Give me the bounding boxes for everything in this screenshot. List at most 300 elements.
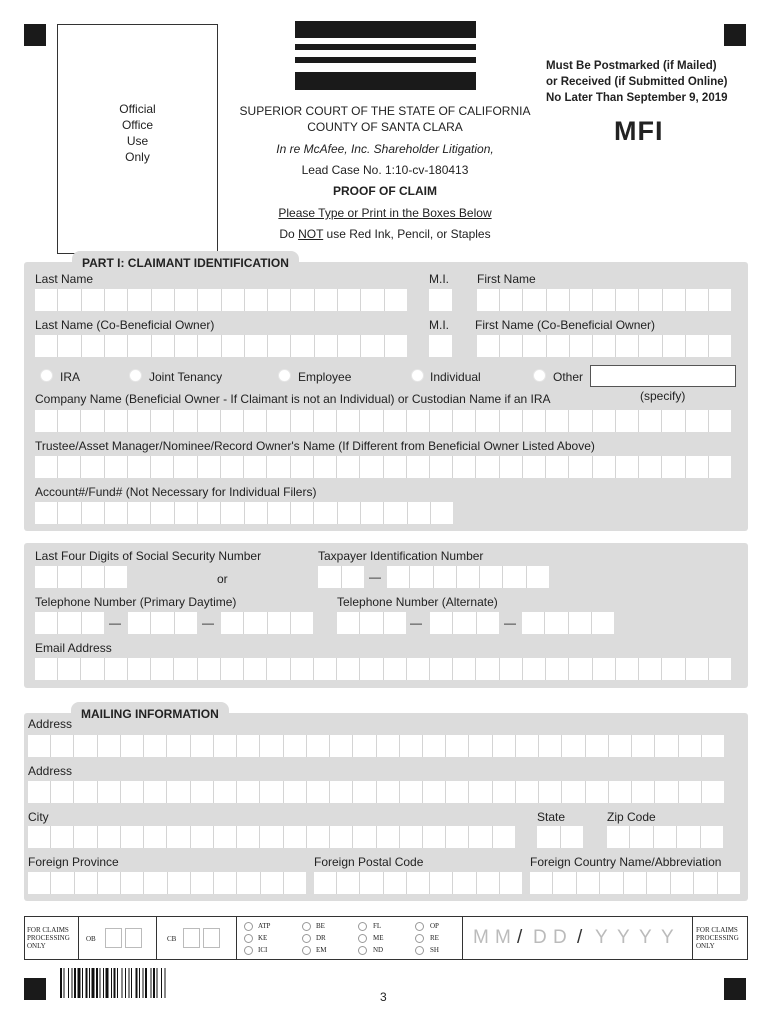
tin-field-part1[interactable] xyxy=(318,566,364,588)
char-cell xyxy=(569,612,592,634)
char-cell xyxy=(384,456,407,478)
state-label: State xyxy=(537,810,566,824)
char-cell xyxy=(191,872,214,894)
barcode-bar xyxy=(139,968,140,998)
registration-mark-bottom-left xyxy=(24,978,46,1000)
char-cell xyxy=(51,735,74,757)
ob-label: OB xyxy=(86,935,96,943)
char-cell xyxy=(51,826,74,848)
char-cell xyxy=(28,735,51,757)
char-cell xyxy=(260,826,283,848)
ssn-or-text: or xyxy=(217,572,228,586)
char-cell xyxy=(654,826,677,848)
date-yyyy-4[interactable]: Y xyxy=(661,927,675,948)
char-cell xyxy=(174,410,197,432)
radio-individual[interactable] xyxy=(411,369,424,382)
city-field[interactable] xyxy=(28,826,515,848)
char-cell xyxy=(98,826,121,848)
code-fl-radio[interactable] xyxy=(358,922,367,931)
char-cell xyxy=(446,781,469,803)
char-cell xyxy=(244,612,267,634)
char-cell xyxy=(267,658,290,680)
trustee-label: Trustee/Asset Manager/Nominee/Record Owner's Name (If Different from Beneficial Owner Listed Above) xyxy=(35,439,595,453)
char-cell xyxy=(314,658,337,680)
char-cell xyxy=(527,566,549,588)
foreign-country-field[interactable] xyxy=(530,872,740,894)
claims-processing-strip xyxy=(24,916,748,960)
char-cell xyxy=(198,335,221,357)
date-dd-2[interactable]: D xyxy=(553,927,568,948)
char-cell xyxy=(214,735,237,757)
char-cell xyxy=(562,735,585,757)
char-cell xyxy=(291,658,314,680)
char-cell xyxy=(429,335,452,357)
char-cell xyxy=(500,410,523,432)
char-cell xyxy=(74,781,97,803)
char-cell xyxy=(175,502,198,524)
foreign-country-label: Foreign Country Name/Abbreviation xyxy=(530,855,722,869)
char-cell xyxy=(58,502,81,524)
char-cell xyxy=(81,658,104,680)
char-cell xyxy=(353,826,376,848)
char-cell xyxy=(58,410,81,432)
char-cell xyxy=(221,456,244,478)
zip-field[interactable] xyxy=(607,826,723,848)
address-1-label: Address xyxy=(28,717,73,731)
char-cell xyxy=(516,781,539,803)
char-cell xyxy=(630,826,653,848)
char-cell xyxy=(523,658,546,680)
barcode-bar xyxy=(60,968,62,998)
char-cell xyxy=(384,872,407,894)
case-number: Lead Case No. 1:10-cv-180413 xyxy=(301,163,469,177)
char-cell xyxy=(175,335,198,357)
char-cell xyxy=(58,456,81,478)
char-cell xyxy=(291,335,314,357)
code-me-radio[interactable] xyxy=(358,934,367,943)
char-cell xyxy=(151,410,174,432)
char-cell xyxy=(337,872,360,894)
char-cell xyxy=(214,872,237,894)
barcode-bar xyxy=(64,968,65,998)
radio-other[interactable] xyxy=(533,369,546,382)
court-logo-bar-3 xyxy=(295,57,476,63)
char-cell xyxy=(592,612,614,634)
char-cell xyxy=(338,502,361,524)
char-cell xyxy=(284,826,307,848)
part1-title: PART I: CLAIMANT IDENTIFICATION xyxy=(72,251,299,270)
char-cell xyxy=(244,658,267,680)
account-fund-field[interactable] xyxy=(35,502,453,524)
barcode-bar xyxy=(157,968,158,998)
ob-box-2[interactable] xyxy=(125,928,142,948)
char-cell xyxy=(175,289,198,311)
phone-alt-prefix[interactable] xyxy=(430,612,499,634)
instruction-type-or-print: Please Type or Print in the Boxes Below xyxy=(278,206,492,220)
char-cell xyxy=(198,456,221,478)
code-nd: ND xyxy=(373,946,384,954)
date-slash-2: / xyxy=(577,927,584,948)
char-cell xyxy=(430,658,453,680)
tin-field-part2[interactable] xyxy=(387,566,549,588)
last-name-co-label: Last Name (Co-Beneficial Owner) xyxy=(35,318,215,332)
date-mm-2[interactable]: M xyxy=(495,927,512,948)
char-cell xyxy=(174,658,197,680)
barcode-bar xyxy=(131,968,132,998)
char-cell xyxy=(686,410,709,432)
last-name-field[interactable] xyxy=(35,289,407,311)
char-cell xyxy=(671,872,694,894)
date-dd-1[interactable]: D xyxy=(533,927,548,948)
char-cell xyxy=(75,872,98,894)
char-cell xyxy=(237,872,260,894)
char-cell xyxy=(198,289,221,311)
char-cell xyxy=(523,456,546,478)
char-cell xyxy=(562,781,585,803)
char-cell xyxy=(121,872,144,894)
char-cell xyxy=(221,502,244,524)
county-name: COUNTY OF SANTA CLARA xyxy=(307,120,463,134)
barcode-bar xyxy=(96,968,98,998)
tin-dash: — xyxy=(369,570,381,584)
court-name: SUPERIOR COURT OF THE STATE OF CALIFORNIA xyxy=(239,104,531,118)
char-cell xyxy=(307,781,330,803)
char-cell xyxy=(522,612,545,634)
char-cell xyxy=(51,781,74,803)
char-cell xyxy=(284,735,307,757)
char-cell xyxy=(523,289,546,311)
char-cell xyxy=(570,289,593,311)
phone-primary-prefix[interactable] xyxy=(128,612,197,634)
last-name-co-field[interactable] xyxy=(35,335,407,357)
mi-field[interactable] xyxy=(429,289,452,311)
barcode-bar xyxy=(143,968,144,998)
barcode-bar xyxy=(129,968,130,998)
code-ke-radio[interactable] xyxy=(244,934,253,943)
char-cell xyxy=(284,872,306,894)
char-cell xyxy=(384,502,407,524)
email-field[interactable] xyxy=(35,658,731,680)
char-cell xyxy=(384,612,406,634)
char-cell xyxy=(407,658,430,680)
radio-employee[interactable] xyxy=(278,369,291,382)
first-name-label: First Name xyxy=(477,272,536,286)
mi-co-label: M.I. xyxy=(429,318,449,332)
instruction-ink-suffix: use Red Ink, Pencil, or Staples xyxy=(323,227,491,241)
char-cell xyxy=(577,872,600,894)
char-cell xyxy=(128,456,151,478)
char-cell xyxy=(546,658,569,680)
char-cell xyxy=(539,781,562,803)
char-cell xyxy=(198,410,221,432)
char-cell xyxy=(569,410,592,432)
address-1-field[interactable] xyxy=(28,735,724,757)
char-cell xyxy=(407,872,430,894)
other-specify-hint: (specify) xyxy=(640,389,686,403)
char-cell xyxy=(35,612,58,634)
official-office-use-text: Official Office Use Only xyxy=(119,102,156,164)
char-cell xyxy=(128,658,151,680)
char-cell xyxy=(168,872,191,894)
barcode-bar xyxy=(72,968,73,998)
char-cell xyxy=(662,658,685,680)
page-number: 3 xyxy=(380,990,387,1004)
phone-alt-dash-1: — xyxy=(410,616,422,630)
char-cell xyxy=(244,456,267,478)
char-cell xyxy=(537,826,561,848)
barcode-bar xyxy=(89,968,90,998)
char-cell xyxy=(268,612,291,634)
char-cell xyxy=(28,826,51,848)
char-cell xyxy=(314,410,337,432)
char-cell xyxy=(105,456,128,478)
char-cell xyxy=(267,410,290,432)
char-cell xyxy=(431,502,453,524)
char-cell xyxy=(58,566,81,588)
char-cell xyxy=(353,735,376,757)
char-cell xyxy=(385,289,407,311)
char-cell xyxy=(35,289,58,311)
char-cell xyxy=(35,456,58,478)
deadline-notice: Must Be Postmarked (if Mailed) or Received (if Submitted Online) No Later Than September 9, 2019 xyxy=(546,60,728,104)
date-yyyy-1[interactable]: Y xyxy=(595,927,609,948)
char-cell xyxy=(609,781,632,803)
char-cell xyxy=(423,826,446,848)
code-sh: SH xyxy=(430,946,439,954)
char-cell xyxy=(244,410,267,432)
cb-label: CB xyxy=(167,935,177,943)
char-cell xyxy=(384,410,407,432)
char-cell xyxy=(82,335,105,357)
barcode-bar xyxy=(165,968,166,998)
char-cell xyxy=(457,566,480,588)
address-2-label: Address xyxy=(28,764,73,778)
mi-label: M.I. xyxy=(429,272,449,286)
first-name-field[interactable] xyxy=(477,289,731,311)
char-cell xyxy=(338,335,361,357)
radio-joint-tenancy[interactable] xyxy=(129,369,142,382)
address-2-field[interactable] xyxy=(28,781,724,803)
foreign-postal-field[interactable] xyxy=(314,872,522,894)
char-cell xyxy=(400,735,423,757)
char-cell xyxy=(476,456,499,478)
date-yyyy-2[interactable]: Y xyxy=(617,927,631,948)
char-cell xyxy=(152,289,175,311)
barcode-bar xyxy=(117,968,118,998)
phone-primary-line[interactable] xyxy=(221,612,313,634)
barcode-bar xyxy=(122,968,123,998)
char-cell xyxy=(384,658,407,680)
char-cell xyxy=(663,289,686,311)
char-cell xyxy=(261,872,284,894)
barcode-bar xyxy=(78,968,81,998)
date-yyyy-3[interactable]: Y xyxy=(639,927,653,948)
char-cell xyxy=(314,456,337,478)
char-cell xyxy=(191,735,214,757)
char-cell xyxy=(569,658,592,680)
radio-ira[interactable] xyxy=(40,369,53,382)
phone-primary-area[interactable] xyxy=(35,612,104,634)
date-mm-1[interactable]: M xyxy=(473,927,490,948)
code-be-radio[interactable] xyxy=(302,922,311,931)
char-cell xyxy=(221,410,244,432)
state-field[interactable] xyxy=(537,826,583,848)
char-cell xyxy=(105,335,128,357)
account-fund-label: Account#/Fund# (Not Necessary for Individual Filers) xyxy=(35,485,317,499)
code-sh-radio[interactable] xyxy=(415,946,424,955)
ssn-last-four-field[interactable] xyxy=(35,566,127,588)
barcode-bar xyxy=(68,968,69,998)
char-cell xyxy=(647,872,670,894)
char-cell xyxy=(82,502,105,524)
char-cell xyxy=(476,658,499,680)
char-cell xyxy=(82,612,104,634)
foreign-province-field[interactable] xyxy=(28,872,306,894)
code-ici-radio[interactable] xyxy=(244,946,253,955)
char-cell xyxy=(385,335,407,357)
char-cell xyxy=(167,826,190,848)
char-cell xyxy=(198,502,221,524)
char-cell xyxy=(268,289,291,311)
radio-employee-label: Employee xyxy=(298,370,352,384)
radio-ira-label: IRA xyxy=(60,370,81,384)
char-cell xyxy=(500,872,522,894)
char-cell xyxy=(121,826,144,848)
barcode-bar xyxy=(106,968,109,998)
char-cell xyxy=(500,456,523,478)
instruction-ink-prefix: Do xyxy=(279,227,299,241)
ob-box-1[interactable] xyxy=(105,928,122,948)
company-name-field[interactable] xyxy=(35,410,731,432)
char-cell xyxy=(58,289,81,311)
radio-individual-label: Individual xyxy=(430,370,481,384)
char-cell xyxy=(593,456,616,478)
char-cell xyxy=(387,566,410,588)
char-cell xyxy=(51,872,74,894)
tin-label: Taxpayer Identification Number xyxy=(318,549,484,563)
char-cell xyxy=(121,735,144,757)
char-cell xyxy=(337,456,360,478)
char-cell xyxy=(361,289,384,311)
case-name: In re McAfee, Inc. Shareholder Litigation, xyxy=(276,142,494,156)
char-cell xyxy=(105,502,128,524)
court-logo-bar-4 xyxy=(295,72,476,90)
char-cell xyxy=(291,410,314,432)
char-cell xyxy=(175,612,197,634)
char-cell xyxy=(632,781,655,803)
char-cell xyxy=(128,502,151,524)
char-cell xyxy=(593,335,616,357)
char-cell xyxy=(35,658,58,680)
char-cell xyxy=(616,658,639,680)
char-cell xyxy=(330,735,353,757)
char-cell xyxy=(144,826,167,848)
barcode-bar xyxy=(136,968,138,998)
code-dr-radio[interactable] xyxy=(302,934,311,943)
char-cell xyxy=(632,735,655,757)
code-atp-radio[interactable] xyxy=(244,922,253,931)
char-cell xyxy=(198,658,221,680)
phone-alt-line[interactable] xyxy=(522,612,614,634)
code-op-radio[interactable] xyxy=(415,922,424,931)
company-name-label: Company Name (Beneficial Owner - If Claimant is not an Individual) or Custodian Name if an IRA xyxy=(35,392,551,406)
char-cell xyxy=(453,872,476,894)
char-cell xyxy=(408,502,431,524)
char-cell xyxy=(500,335,523,357)
phone-alt-label: Telephone Number (Alternate) xyxy=(337,595,498,609)
code-dr: DR xyxy=(316,934,326,942)
char-cell xyxy=(360,410,383,432)
char-cell xyxy=(639,456,662,478)
char-cell xyxy=(338,289,361,311)
char-cell xyxy=(593,289,616,311)
court-logo xyxy=(295,21,476,38)
char-cell xyxy=(686,335,709,357)
code-em-radio[interactable] xyxy=(302,946,311,955)
instruction-ink-not: NOT xyxy=(298,227,324,241)
char-cell xyxy=(407,456,430,478)
cb-box-2[interactable] xyxy=(203,928,220,948)
registration-mark-top-right xyxy=(724,24,746,46)
char-cell xyxy=(477,335,500,357)
trustee-field[interactable] xyxy=(35,456,731,478)
first-name-co-label: First Name (Co-Beneficial Owner) xyxy=(475,318,656,332)
char-cell xyxy=(553,872,576,894)
code-re: RE xyxy=(430,934,439,942)
char-cell xyxy=(151,456,174,478)
char-cell xyxy=(291,289,314,311)
code-re-radio[interactable] xyxy=(415,934,424,943)
char-cell xyxy=(469,781,492,803)
first-name-co-field[interactable] xyxy=(477,335,731,357)
char-cell xyxy=(98,735,121,757)
char-cell xyxy=(400,781,423,803)
phone-primary-dash-1: — xyxy=(109,616,121,630)
other-specify-field[interactable] xyxy=(590,365,736,387)
char-cell xyxy=(477,289,500,311)
barcode-bar xyxy=(145,968,147,998)
char-cell xyxy=(686,289,709,311)
code-nd-radio[interactable] xyxy=(358,946,367,955)
phone-alt-area[interactable] xyxy=(337,612,406,634)
char-cell xyxy=(677,826,700,848)
char-cell xyxy=(221,612,244,634)
char-cell xyxy=(709,410,731,432)
char-cell xyxy=(446,826,469,848)
char-cell xyxy=(360,658,383,680)
char-cell xyxy=(267,456,290,478)
barcode-bar xyxy=(114,968,116,998)
char-cell xyxy=(410,566,433,588)
phone-alt-dash-2: — xyxy=(504,616,516,630)
code-fl: FL xyxy=(373,922,382,930)
char-cell xyxy=(480,566,503,588)
char-cell xyxy=(539,735,562,757)
cb-box-1[interactable] xyxy=(183,928,200,948)
document-title: PROOF OF CLAIM xyxy=(333,184,437,198)
char-cell xyxy=(493,826,515,848)
char-cell xyxy=(662,456,685,478)
city-label: City xyxy=(28,810,49,824)
char-cell xyxy=(291,456,314,478)
char-cell xyxy=(214,826,237,848)
char-cell xyxy=(493,735,516,757)
mi-co-field[interactable] xyxy=(429,335,452,357)
barcode-bar xyxy=(161,968,162,998)
char-cell xyxy=(58,658,81,680)
char-cell xyxy=(307,826,330,848)
char-cell xyxy=(314,872,337,894)
